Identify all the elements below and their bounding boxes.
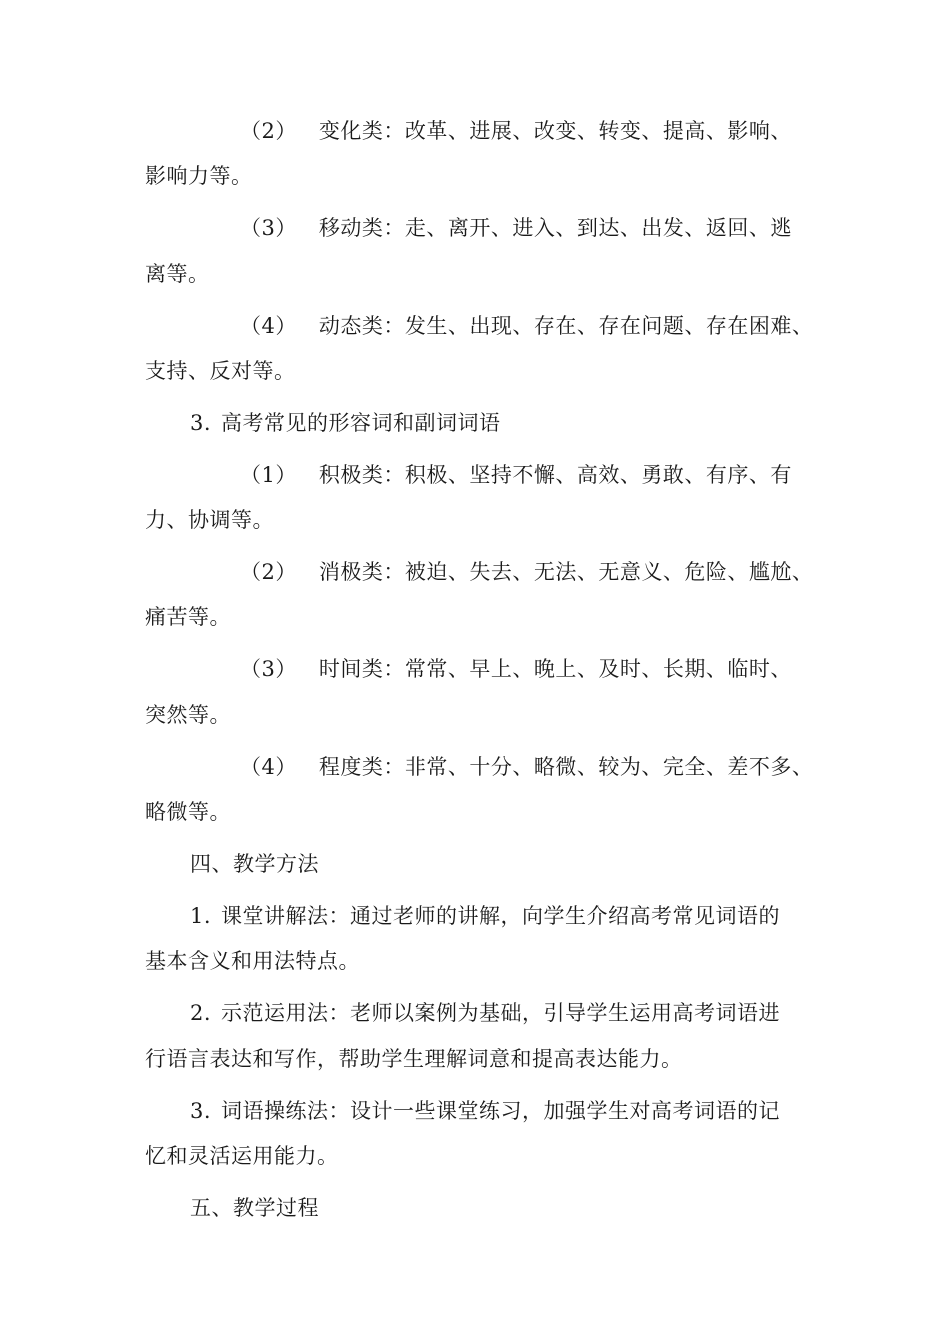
paragraph-line: 痛苦等。 <box>145 605 231 629</box>
item-text: 课堂讲解法：通过老师的讲解，向学生介绍高考常见词语的 <box>221 904 781 928</box>
paragraph-line: 突然等。 <box>145 703 231 727</box>
heading-text: 高考常见的形容词和副词词语 <box>221 411 501 435</box>
item-number: （4） <box>240 755 297 779</box>
heading-number: 3. <box>190 411 212 435</box>
paragraph-line <box>240 461 792 489</box>
item-number: 3. <box>190 1099 212 1123</box>
paragraph-line <box>190 902 780 930</box>
item-number: （3） <box>240 216 297 240</box>
paragraph-line: 离等。 <box>145 262 210 286</box>
paragraph-line: 影响力等。 <box>145 164 253 188</box>
paragraph-line: 忆和灵活运用能力。 <box>145 1144 339 1168</box>
item-number: 1. <box>190 904 212 928</box>
item-text: 时间类：常常、早上、晚上、及时、长期、临时、 <box>318 657 792 681</box>
item-text: 示范运用法：老师以案例为基础，引导学生运用高考词语进 <box>221 1001 781 1025</box>
item-number: （2） <box>240 560 297 584</box>
item-number: （3） <box>240 657 297 681</box>
paragraph-line: 行语言表达和写作，帮助学生理解词意和提高表达能力。 <box>145 1047 683 1071</box>
item-text: 程度类：非常、十分、略微、较为、完全、差不多、 <box>318 755 814 779</box>
item-text: 词语操练法：设计一些课堂练习，加强学生对高考词语的记 <box>221 1099 781 1123</box>
paragraph-line: 支持、反对等。 <box>145 359 296 383</box>
item-number: （4） <box>240 314 297 338</box>
item-number: （2） <box>240 119 297 143</box>
section-heading: 四、教学方法 <box>190 852 319 876</box>
subheading <box>190 409 501 437</box>
item-text: 变化类：改革、进展、改变、转变、提高、影响、 <box>318 119 792 143</box>
paragraph-line <box>240 753 813 781</box>
paragraph-line: 力、协调等。 <box>145 508 274 532</box>
item-number: （1） <box>240 463 297 487</box>
section-heading: 五、教学过程 <box>190 1196 319 1220</box>
paragraph-line: 基本含义和用法特点。 <box>145 949 360 973</box>
item-text: 积极类：积极、坚持不懈、高效、勇敢、有序、有 <box>318 463 792 487</box>
item-text: 消极类：被迫、失去、无法、无意义、危险、尴尬、 <box>318 560 814 584</box>
item-number: 2. <box>190 1001 212 1025</box>
paragraph-line <box>240 655 792 683</box>
item-text: 移动类：走、离开、进入、到达、出发、返回、逃 <box>318 216 792 240</box>
paragraph-line <box>190 1097 780 1125</box>
paragraph-line: 略微等。 <box>145 800 231 824</box>
item-text: 动态类：发生、出现、存在、存在问题、存在困难、 <box>318 314 814 338</box>
paragraph-line <box>190 999 780 1027</box>
paragraph-line <box>240 558 813 586</box>
paragraph-line <box>240 214 792 242</box>
paragraph-line <box>240 312 813 340</box>
paragraph-line <box>240 117 792 145</box>
